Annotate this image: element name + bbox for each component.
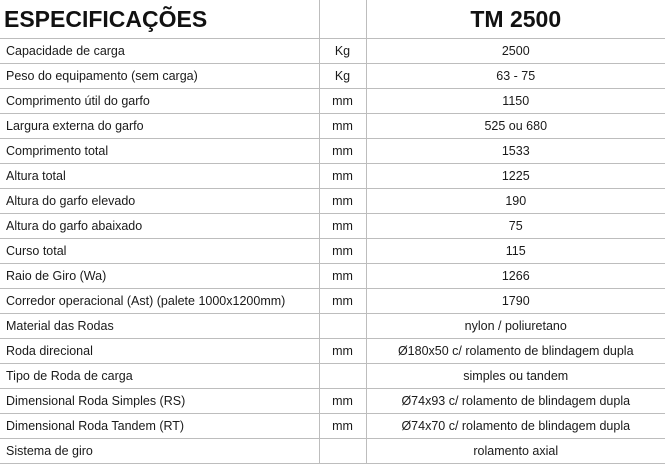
spec-label: Altura do garfo elevado xyxy=(0,189,319,214)
spec-unit: mm xyxy=(319,189,366,214)
spec-value: 525 ou 680 xyxy=(366,114,665,139)
spec-row xyxy=(0,64,665,89)
spec-row xyxy=(0,39,665,64)
spec-label: Sistema de giro xyxy=(0,439,319,464)
spec-value: 1790 xyxy=(366,289,665,314)
spec-row xyxy=(0,364,665,389)
header-unit-cell xyxy=(319,0,366,39)
spec-label: Comprimento total xyxy=(0,139,319,164)
spec-label: Altura do garfo abaixado xyxy=(0,214,319,239)
spec-value: nylon / poliuretano xyxy=(366,314,665,339)
spec-value: 2500 xyxy=(366,39,665,64)
spec-label: Raio de Giro (Wa) xyxy=(0,264,319,289)
spec-label: Altura total xyxy=(0,164,319,189)
spec-value: 115 xyxy=(366,239,665,264)
spec-row xyxy=(0,414,665,439)
spec-label: Corredor operacional (Ast) (palete 1000x1200mm) xyxy=(0,289,319,314)
spec-label: Tipo de Roda de carga xyxy=(0,364,319,389)
spec-row xyxy=(0,239,665,264)
spec-row xyxy=(0,89,665,114)
spec-label: Comprimento útil do garfo xyxy=(0,89,319,114)
spec-unit: mm xyxy=(319,214,366,239)
spec-unit xyxy=(319,314,366,339)
spec-value: 63 - 75 xyxy=(366,64,665,89)
spec-value: 1266 xyxy=(366,264,665,289)
table-header-row xyxy=(0,0,665,39)
spec-row xyxy=(0,339,665,364)
spec-row xyxy=(0,439,665,464)
spec-unit: mm xyxy=(319,289,366,314)
spec-row xyxy=(0,214,665,239)
spec-row xyxy=(0,189,665,214)
spec-unit: Kg xyxy=(319,39,366,64)
model-name: TM 2500 xyxy=(366,0,665,39)
spec-row xyxy=(0,289,665,314)
spec-row xyxy=(0,314,665,339)
spec-row xyxy=(0,139,665,164)
spec-unit: mm xyxy=(319,139,366,164)
spec-row xyxy=(0,264,665,289)
spec-value: 75 xyxy=(366,214,665,239)
spec-unit: mm xyxy=(319,414,366,439)
spec-label: Curso total xyxy=(0,239,319,264)
spec-unit: mm xyxy=(319,114,366,139)
spec-value: rolamento axial xyxy=(366,439,665,464)
spec-unit xyxy=(319,439,366,464)
spec-value: Ø180x50 c/ rolamento de blindagem dupla xyxy=(366,339,665,364)
spec-label: Material das Rodas xyxy=(0,314,319,339)
spec-value: 1225 xyxy=(366,164,665,189)
spec-label: Roda direcional xyxy=(0,339,319,364)
spec-unit: mm xyxy=(319,239,366,264)
spec-row xyxy=(0,389,665,414)
spec-label: Dimensional Roda Tandem (RT) xyxy=(0,414,319,439)
spec-row xyxy=(0,164,665,189)
table-title: ESPECIFICAÇÕES xyxy=(0,0,319,39)
spec-value: Ø74x93 c/ rolamento de blindagem dupla xyxy=(366,389,665,414)
spec-row xyxy=(0,114,665,139)
spec-label: Dimensional Roda Simples (RS) xyxy=(0,389,319,414)
spec-unit: Kg xyxy=(319,64,366,89)
spec-unit: mm xyxy=(319,164,366,189)
spec-label: Peso do equipamento (sem carga) xyxy=(0,64,319,89)
spec-unit xyxy=(319,364,366,389)
spec-value: 1533 xyxy=(366,139,665,164)
spec-label: Largura externa do garfo xyxy=(0,114,319,139)
spec-unit: mm xyxy=(319,89,366,114)
spec-value: simples ou tandem xyxy=(366,364,665,389)
spec-unit: mm xyxy=(319,264,366,289)
spec-unit: mm xyxy=(319,389,366,414)
spec-unit: mm xyxy=(319,339,366,364)
spec-value: 1150 xyxy=(366,89,665,114)
spec-value: Ø74x70 c/ rolamento de blindagem dupla xyxy=(366,414,665,439)
spec-label: Capacidade de carga xyxy=(0,39,319,64)
spec-value: 190 xyxy=(366,189,665,214)
